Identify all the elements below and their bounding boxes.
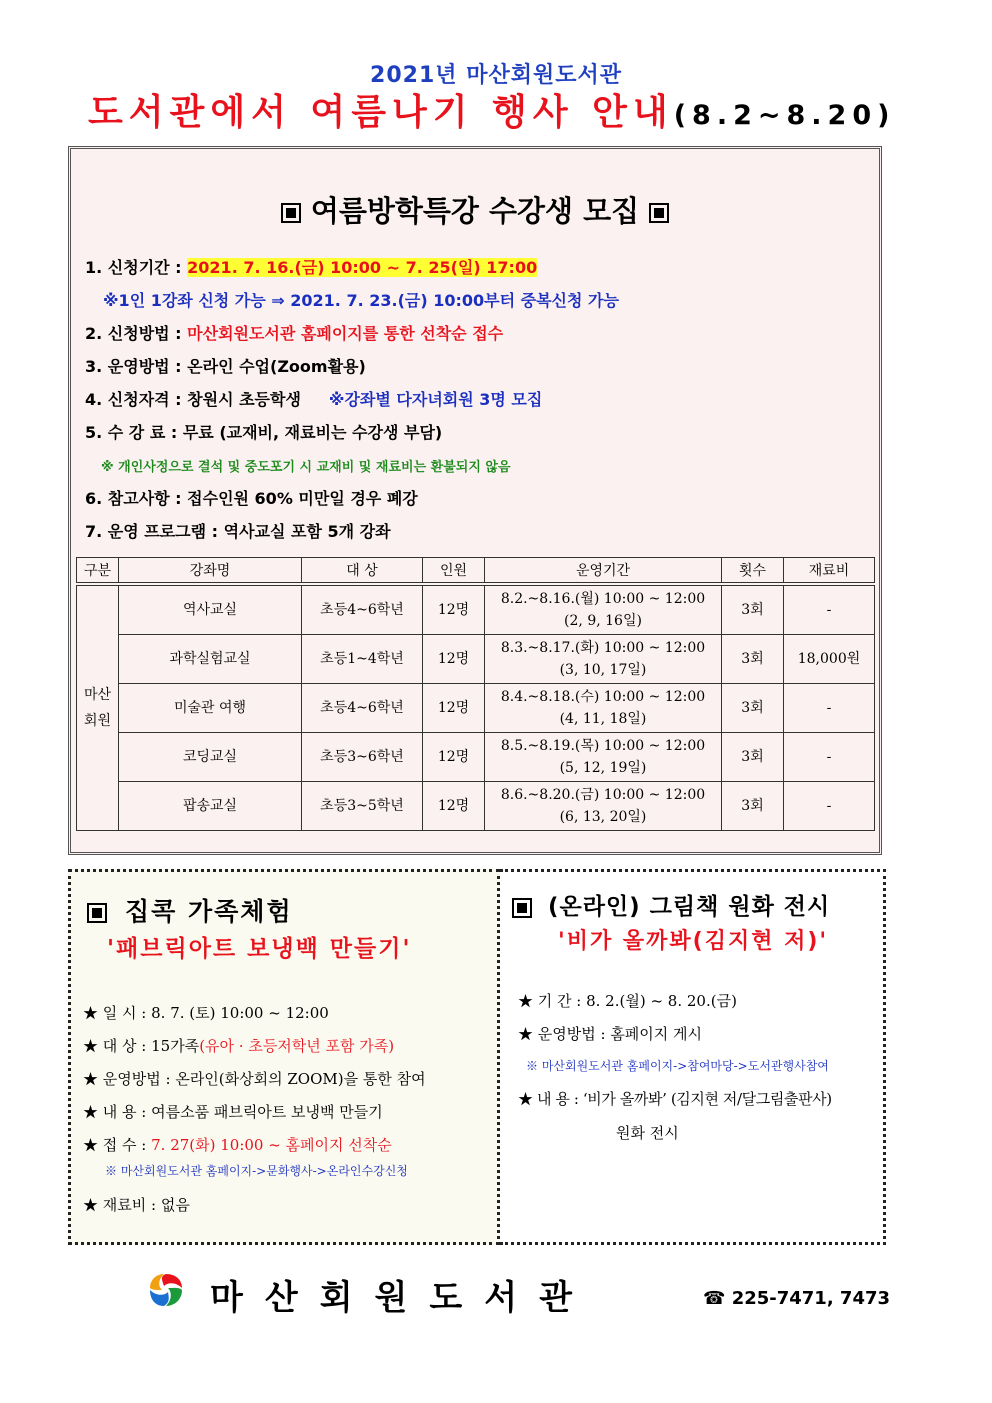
target-cell: 초등3~5학년: [302, 782, 423, 831]
item-value: 여름소품 패브릭아트 보냉백 만들기: [151, 1103, 383, 1121]
material-fee-cell: -: [784, 684, 875, 733]
period-cell: [485, 584, 722, 635]
lecture-item-method: [85, 321, 503, 344]
item-value: 7. 27(화) 10:00 ~ 홈페이지 선착순: [151, 1136, 392, 1154]
material-fee-cell: -: [784, 584, 875, 635]
lecture-item-fee: [85, 420, 442, 443]
lecture-item-operation: [85, 354, 366, 377]
col-header: 인원: [423, 558, 485, 585]
period-days: (5, 12, 19일): [559, 760, 647, 776]
sessions-cell: 3회: [722, 635, 784, 684]
period-days: (4, 11, 18일): [559, 711, 647, 727]
lecture-note-refund: ※ 개인사정으로 결석 및 중도포기 시 교재비 및 재료비는 환불되지 않음: [101, 460, 511, 475]
target-cell: 초등4~6학년: [302, 684, 423, 733]
item-value: 창원시 초등학생: [187, 390, 301, 409]
square-bullet-icon: [649, 203, 669, 223]
footer-library-name: 마산회원도서관: [210, 1278, 594, 1318]
lecture-item-eligibility: [85, 387, 542, 410]
item-value: 마산회원도서관 홈페이지를 통한 선착순 접수: [187, 324, 504, 343]
item-value: 접수인원 60% 미만일 경우 폐강: [187, 489, 418, 508]
capacity-cell: 12명: [423, 684, 485, 733]
period-range: 8.6.~8.20.(금) 10:00 ~ 12:00: [500, 787, 706, 803]
lecture-item-period: [85, 255, 537, 278]
exhibit-title-text: (온라인) 그림책 원화 전시: [548, 894, 831, 920]
table-row: [77, 584, 875, 635]
family-subtitle: '패브릭아트 보냉백 만들기': [107, 936, 412, 962]
exhibit-section: [500, 869, 886, 1245]
item-extra: (유아 · 초등저학년 포함 가족): [199, 1037, 395, 1055]
page-title: [88, 84, 895, 135]
item-label: ★ 내 용 :: [83, 1103, 152, 1121]
title-text: 도서관에서 여름나기 행사 안내: [88, 92, 674, 133]
item-value: 8. 7. (토) 10:00 ~ 12:00: [151, 1004, 329, 1022]
period-range: 8.5.~8.19.(목) 10:00 ~ 12:00: [500, 738, 706, 754]
sessions-cell: 3회: [722, 733, 784, 782]
item-label: ★ 운영방법 :: [83, 1070, 176, 1088]
course-name-cell: 과학실험교실: [119, 635, 302, 684]
col-header: 운영기간: [485, 558, 722, 585]
table-row: [77, 684, 875, 733]
exhibit-subtitle: '비가 올까봐(김지현 저)': [558, 929, 829, 954]
course-name-cell: 팝송교실: [119, 782, 302, 831]
group-cell: 마산 회원: [77, 584, 119, 831]
lecture-note-duplicate: ※1인 1강좌 신청 가능 ⇒ 2021. 7. 23.(금) 10:00부터 중복신청 가능: [103, 291, 619, 310]
col-header: 대 상: [302, 558, 423, 585]
square-bullet-icon: [87, 903, 107, 923]
family-item-target: [83, 1035, 394, 1056]
library-logo-icon: [146, 1270, 186, 1310]
col-header: 강좌명: [119, 558, 302, 585]
course-name-cell: 역사교실: [119, 584, 302, 635]
target-cell: 초등1~4학년: [302, 635, 423, 684]
sessions-cell: 3회: [722, 584, 784, 635]
item-label: 2. 신청방법 :: [85, 324, 188, 343]
exhibit-title: [512, 888, 830, 921]
item-value: 무료 (교재비, 재료비는 수강생 부담): [182, 423, 443, 442]
item-value: 온라인 수업(Zoom활용): [187, 357, 366, 376]
item-label: ★ 접 수 :: [83, 1136, 152, 1154]
item-label: 4. 신청자격 :: [85, 390, 188, 409]
period-range: 8.3.~8.17.(화) 10:00 ~ 12:00: [500, 640, 706, 656]
target-cell: 초등3~6학년: [302, 733, 423, 782]
material-fee-cell: -: [784, 733, 875, 782]
lecture-section: [68, 146, 882, 855]
exhibit-item-method: ★ 운영방법 : 홈페이지 게시: [518, 1025, 703, 1043]
sessions-cell: 3회: [722, 782, 784, 831]
period-cell: [485, 684, 722, 733]
item-label: 5. 수 강 료 :: [85, 423, 183, 442]
item-label: 7. 운영 프로그램 :: [85, 522, 224, 541]
lecture-title: [71, 189, 879, 230]
period-cell: [485, 733, 722, 782]
family-item-content: [83, 1101, 383, 1122]
square-bullet-icon: [512, 898, 532, 918]
exhibit-item-content-cont: 원화 전시: [616, 1124, 679, 1142]
item-value: 2021. 7. 16.(금) 10:00 ~ 7. 25(일) 17:00: [187, 258, 538, 277]
family-item-method: [83, 1068, 426, 1089]
target-cell: 초등4~6학년: [302, 584, 423, 635]
period-days: (6, 13, 20일): [559, 809, 647, 825]
capacity-cell: 12명: [423, 733, 485, 782]
capacity-cell: 12명: [423, 635, 485, 684]
material-fee-cell: -: [784, 782, 875, 831]
period-days: (3, 10, 17일): [559, 662, 647, 678]
period-cell: [485, 782, 722, 831]
header-year-line: 2021년 마산회원도서관: [370, 63, 622, 88]
family-section: [68, 869, 500, 1245]
exhibit-item-content: ★ 내 용 : ‘비가 올까봐’ (김지현 저/달그림출판사): [518, 1090, 832, 1108]
capacity-cell: 12명: [423, 782, 485, 831]
item-label: ★ 일 시 :: [83, 1004, 152, 1022]
table-row: [77, 733, 875, 782]
item-extra: ※강좌별 다자녀회원 3명 모집: [328, 390, 543, 409]
exhibit-item-period: ★ 기 간 : 8. 2.(월) ~ 8. 20.(금): [518, 992, 737, 1010]
family-note: ※ 마산회원도서관 홈페이지->문화행사->온라인수강신청: [105, 1164, 408, 1178]
course-name-cell: 미술관 여행: [119, 684, 302, 733]
capacity-cell: 12명: [423, 584, 485, 635]
family-item-material: ★ 재료비 : 없음: [83, 1196, 190, 1214]
sessions-cell: 3회: [722, 684, 784, 733]
exhibit-note: ※ 마산회원도서관 홈페이지->참여마당->도서관행사참여: [526, 1059, 829, 1073]
col-header: 재료비: [784, 558, 875, 585]
family-item-time: [83, 1002, 329, 1023]
lecture-item-program: [85, 519, 391, 542]
item-label: ★ 대 상 :: [83, 1037, 152, 1055]
material-fee-cell: 18,000원: [784, 635, 875, 684]
family-title: [87, 892, 293, 928]
item-label: 3. 운영방법 :: [85, 357, 188, 376]
col-header: 구분: [77, 558, 119, 585]
lecture-item-reference: [85, 486, 418, 509]
family-title-text: 집콕 가족체험: [125, 897, 293, 926]
table-row: [77, 782, 875, 831]
item-label: 1. 신청기간 :: [85, 258, 188, 277]
item-label: 6. 참고사항 :: [85, 489, 188, 508]
item-value: 온라인(화상회의 ZOOM)을 통한 참여: [175, 1070, 426, 1088]
square-bullet-icon: [281, 203, 301, 223]
item-value: 역사교실 포함 5개 강좌: [223, 522, 391, 541]
period-days: (2, 9, 16일): [564, 613, 642, 629]
lecture-title-text: 여름방학특강 수강생 모집: [310, 194, 640, 228]
title-dates: (8.2~8.20): [673, 100, 896, 131]
period-range: 8.2.~8.16.(월) 10:00 ~ 12:00: [500, 591, 706, 607]
period-cell: [485, 635, 722, 684]
footer-phone: ☎ 225-7471, 7473: [703, 1288, 891, 1309]
program-table: [76, 557, 875, 831]
table-header-row: [77, 558, 875, 585]
course-name-cell: 코딩교실: [119, 733, 302, 782]
col-header: 횟수: [722, 558, 784, 585]
period-range: 8.4.~8.18.(수) 10:00 ~ 12:00: [500, 689, 706, 705]
table-row: [77, 635, 875, 684]
family-item-reception: [83, 1134, 392, 1155]
item-value: 15가족: [151, 1037, 200, 1055]
